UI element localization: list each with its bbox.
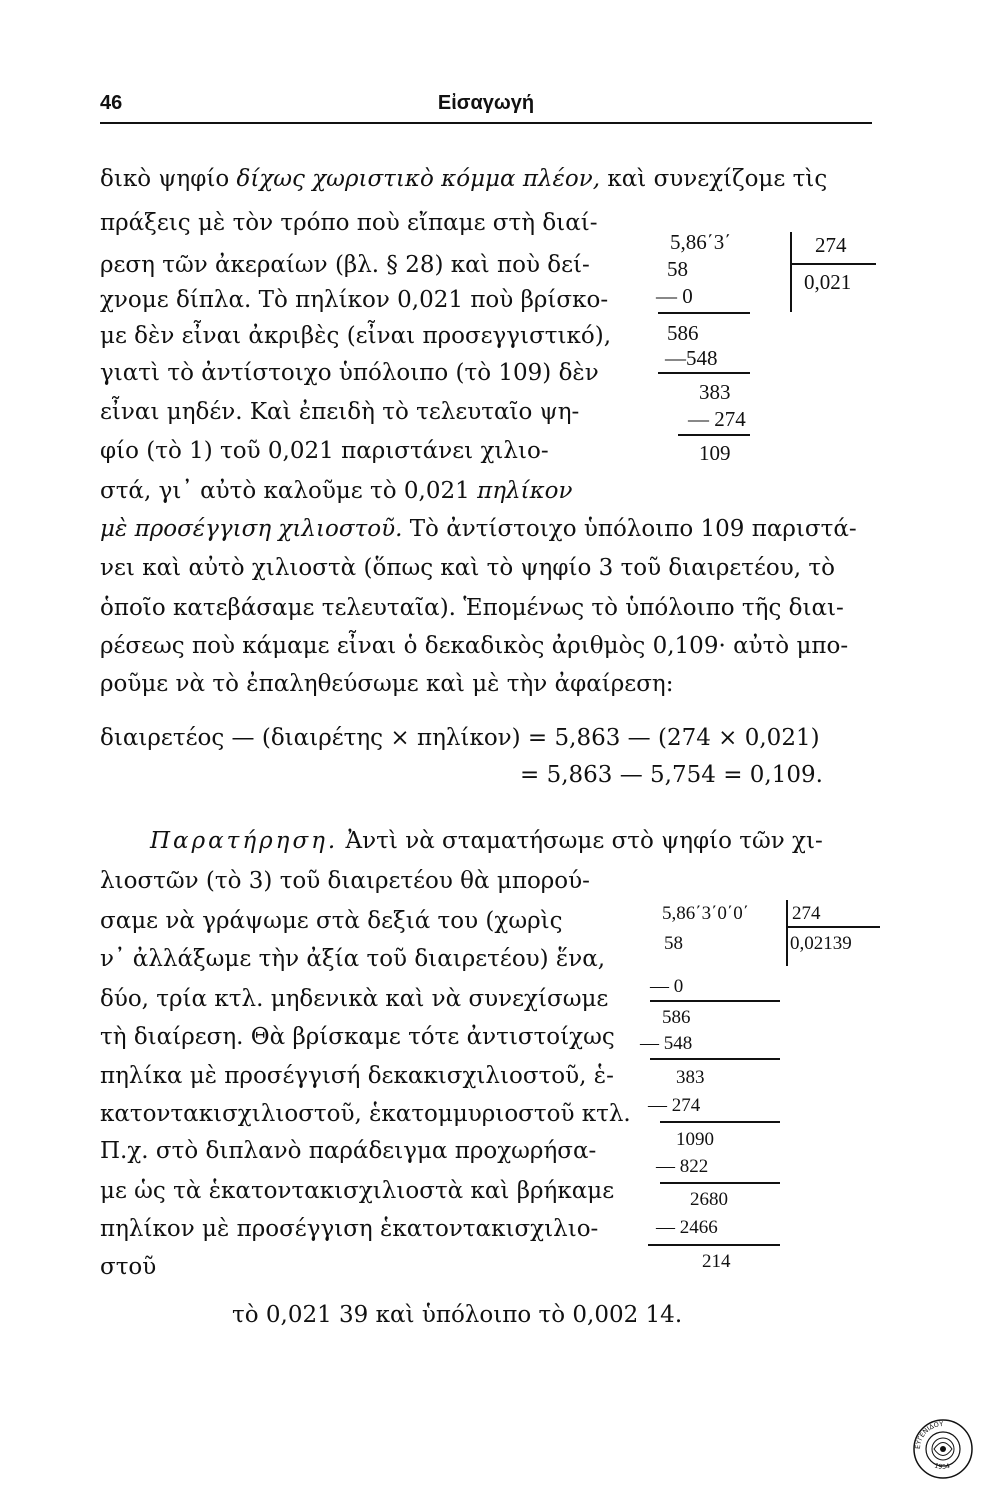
division-step: — 822	[656, 1156, 709, 1177]
division-rule	[678, 434, 750, 436]
division-step: — 0	[656, 284, 693, 308]
division-step: — 274	[648, 1095, 701, 1116]
division-step: 109	[699, 441, 731, 465]
division-step: — 548	[640, 1033, 693, 1054]
division-step: — 2466	[656, 1217, 718, 1238]
text-line: στά, γι᾿ αὐτὸ καλοῦμε τὸ 0,021 πηλίκον	[100, 478, 573, 504]
text-line: πράξεις μὲ τὸν τρόπο ποὺ εἴπαμε στὴ διαί-	[100, 210, 598, 236]
division-step: 586	[662, 1007, 691, 1028]
text-line: Παρατήρηση. Ἀντὶ νὰ σταματήσωμε στὸ ψηφίο τῶν χι-	[150, 828, 823, 854]
text-line: λιοστῶν (τὸ 3) τοῦ διαιρετέου θὰ μπορού-	[100, 868, 590, 894]
text-line: δικὸ ψηφίο δίχως χωριστικὸ κόμμα πλέον, καὶ συνεχίζομε τὶς	[100, 166, 828, 192]
text-line: πηλίκα μὲ προσέγγισή δεκακισχιλιοστοῦ, ἑ-	[100, 1063, 614, 1089]
division-rule	[658, 312, 750, 314]
text-line: εἶναι μηδέν. Καὶ ἐπειδὴ τὸ τελευταῖο ψη-	[100, 399, 580, 425]
text-line: νει καὶ αὐτὸ χιλιοστὰ (ὅπως καὶ τὸ ψηφίο 3 τοῦ διαιρετέου, τὸ	[100, 555, 835, 581]
division-step: 1090	[676, 1129, 714, 1150]
divisor-bracket	[790, 232, 792, 312]
text-line: ὁποῖο κατεβάσαμε τελευταῖα). Ἑπομένως τὸ ὑπόλοιπο τῆς διαι-	[100, 595, 844, 621]
division-step: — 0	[650, 976, 684, 997]
dividend: 5,86΄3΄0΄0΄	[662, 903, 750, 924]
division-rule	[660, 1182, 780, 1184]
text-line: ροῦμε νὰ τὸ ἐπαληθεύσωμε καὶ μὲ τὴν ἀφαίρεση:	[100, 671, 674, 697]
divisor: 274	[815, 233, 847, 257]
divisor-bracket	[786, 900, 788, 966]
division-step: 383	[699, 380, 731, 404]
division-step: 214	[702, 1251, 731, 1272]
text-line: κατοντακισχιλιοστοῦ, ἑκατομμυριοστοῦ κτλ.	[100, 1101, 631, 1127]
conclusion-line: τὸ 0,021 39 καὶ ὑπόλοιπο τὸ 0,002 14.	[232, 1302, 683, 1328]
text-line: Π.χ. στὸ διπλανὸ παράδειγμα προχωρήσα-	[100, 1138, 597, 1164]
text-line: δύο, τρία κτλ. μηδενικὰ καὶ νὰ συνεχίσωμε	[100, 986, 609, 1012]
divisor-rule	[786, 926, 880, 928]
text-line: με δὲν εἶναι ἀκριβὲς (εἶναι προσεγγιστικό),	[100, 323, 612, 349]
division-rule	[650, 1058, 780, 1060]
verification-result: = 5,863 — 5,754 = 0,109.	[520, 762, 823, 788]
text-line: τὴ διαίρεση. Θὰ βρίσκαμε τότε ἀντιστοίχως	[100, 1024, 615, 1050]
division-rule	[648, 1244, 780, 1246]
division-step: 58	[667, 257, 688, 281]
divisor-rule	[790, 263, 876, 265]
division-rule	[658, 372, 750, 374]
seal-year: 1954	[933, 1461, 951, 1471]
division-step: —548	[665, 346, 718, 370]
page-header	[100, 92, 872, 124]
text-line: μὲ προσέγγιση χιλιοστοῦ. Τὸ ἀντίστοιχο ὑπόλοιπο 109 παριστά-	[100, 516, 857, 542]
division-step: 383	[676, 1067, 705, 1088]
quotient: 0,02139	[790, 933, 852, 954]
page-title: Εἰσαγωγή	[437, 92, 535, 114]
division-step: 58	[664, 933, 683, 954]
remark-label: Παρατήρηση.	[150, 828, 339, 854]
text-line: ν᾿ ἀλλάξωμε τὴν ἀξία τοῦ διαιρετέου) ἕνα,	[100, 946, 606, 972]
text-line: ρέσεως ποὺ κάμαμε εἶναι ὁ δεκαδικὸς ἀριθμὸς 0,109· αὐτὸ μπο-	[100, 633, 849, 659]
text-line: σαμε νὰ γράψωμε στὰ δεξιά του (χωρὶς	[100, 908, 563, 934]
foundation-seal-icon	[912, 1418, 974, 1480]
text-line: γιατὶ τὸ ἀντίστοιχο ὑπόλοιπο (τὸ 109) δὲν	[100, 360, 599, 386]
seal-text: ΕΥΓΕΝΙΔΟΥ	[913, 1419, 944, 1450]
division-step: 2680	[690, 1189, 728, 1210]
page-number: 46	[100, 92, 123, 114]
quotient: 0,021	[804, 270, 852, 294]
division-step: — 274	[688, 407, 746, 431]
division-rule	[660, 1121, 780, 1123]
text-line: χνομε δίπλα. Τὸ πηλίκον 0,021 ποὺ βρίσκο-	[100, 287, 609, 313]
dividend: 5,86΄3΄	[670, 230, 732, 254]
text-line: ρεση τῶν ἀκεραίων (βλ. § 28) καὶ ποὺ δεί-	[100, 252, 590, 278]
text-line: στοῦ	[100, 1254, 157, 1280]
division-step: 586	[667, 321, 699, 345]
text-line: πηλίκον μὲ προσέγγιση ἑκατοντακισχιλιο-	[100, 1216, 599, 1242]
divisor: 274	[792, 903, 821, 924]
division-rule	[650, 1000, 780, 1002]
text-line: με ὡς τὰ ἑκατοντακισχιλιοστὰ καὶ βρήκαμε	[100, 1178, 615, 1204]
text-line: φίο (τὸ 1) τοῦ 0,021 παριστάνει χιλιο-	[100, 438, 549, 464]
verification-equation: διαιρετέος — (διαιρέτης × πηλίκον) = 5,863 — (274 × 0,021)	[100, 725, 820, 751]
